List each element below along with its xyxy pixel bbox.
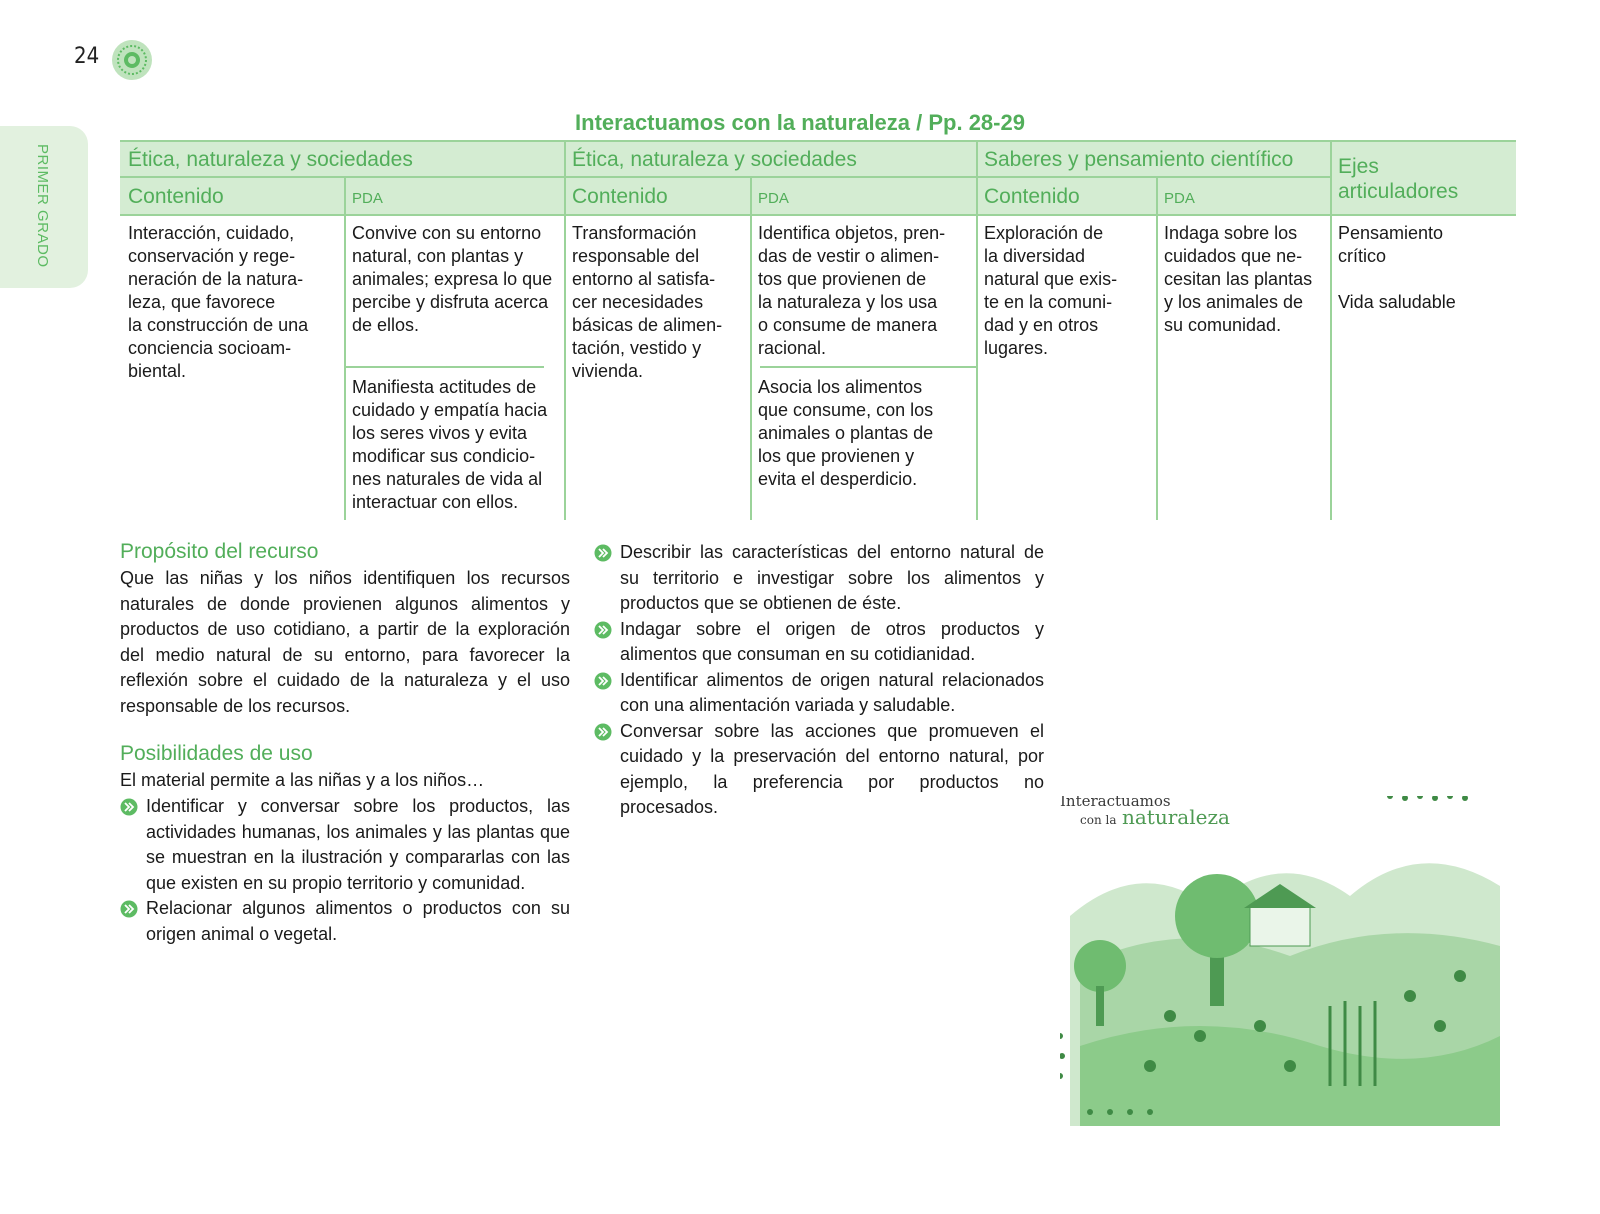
list-item-text: Relacionar algunos alimentos o productos con su origen animal o vegetal. — [146, 898, 570, 944]
double-chevron-icon — [120, 900, 138, 918]
contenido-header-1: Contenido — [128, 185, 224, 208]
list-item — [594, 668, 1044, 719]
list-item — [594, 540, 1044, 617]
sun-logo-icon — [110, 38, 154, 82]
pda-cell-2a: Identifica objetos, pren- das de vestir o alimen- tos que provienen de la naturaleza y los usa o consume de manera racional. — [758, 223, 946, 358]
group-header-3: Saberes y pensamiento científico — [984, 148, 1294, 171]
contenido-header-2: Contenido — [572, 185, 668, 208]
contenido-header-3: Contenido — [984, 185, 1080, 208]
list-item-text: Identificar alimentos de origen natural relacionados con una alimentación variada y saludable. — [620, 669, 1044, 715]
grade-label: PRIMER GRADO — [34, 144, 51, 268]
pda-header-3: PDA — [1164, 190, 1195, 207]
pda-cell-1b: Manifiesta actitudes de cuidado y empatía hacia los seres vivos y evita modificar sus condicio- nes naturales de vida al interactuar con ellos. — [352, 377, 548, 512]
nature-illustration — [1060, 796, 1520, 1142]
contenido-cell-1: Interacción, cuidado, conservación y rege- neración de la natura- leza, que favorece la construcción de una conciencia socioam- biental. — [128, 223, 309, 381]
double-chevron-icon — [594, 723, 612, 741]
list-item — [594, 617, 1044, 668]
pda-header-2: PDA — [758, 190, 789, 207]
double-chevron-icon — [594, 544, 612, 562]
contenido-cell-2: Transformación responsable del entorno al satisfa- cer necesidades básicas de alimen- tación, vestido y vivienda. — [572, 223, 723, 381]
table-title: Interactuamos con la naturaleza / Pp. 28-29 — [575, 110, 1025, 135]
illustration-title-con-la: con la — [1080, 813, 1117, 827]
proposito-title: Propósito del recurso — [120, 540, 319, 563]
double-chevron-icon — [594, 672, 612, 690]
page-number: 24 — [74, 44, 100, 69]
posibilidades-intro: El material permite a las niñas y a los niños… — [120, 770, 485, 790]
group-header-2: Ética, naturaleza y sociedades — [572, 148, 857, 171]
illustration-title-line2: naturaleza — [1122, 805, 1230, 829]
double-chevron-icon — [120, 798, 138, 816]
illustration-title-line1: Interactuamos — [1060, 796, 1171, 810]
illustration-thumbnail — [1060, 796, 1520, 1142]
grade-side-tab — [0, 126, 88, 288]
list-item-text: Conversar sobre las acciones que promueven el cuidado y la preservación del entorno natural, por ejemplo, la preferencia por productos no procesados. — [620, 720, 1044, 817]
objectives-list — [594, 540, 1044, 821]
list-item — [594, 719, 1044, 821]
curriculum-table — [120, 140, 1516, 520]
ejes-cell: Pensamiento crítico Vida saludable — [1338, 223, 1456, 312]
pda-cell-1a: Convive con su entorno natural, con plantas y animales; expresa lo que percibe y disfruta acerca de ellos. — [352, 223, 553, 335]
proposito-text: Que las niñas y los niños identifiquen los recursos naturales de donde provienen algunos alimentos y productos de uso cotidiano, a partir de la exploración del medio natural de su entorno, para favorecer la reflexión sobre el cuidado de la naturaleza y el uso responsable de los recursos. — [120, 568, 570, 716]
list-item-text: Indagar sobre el origen de otros productos y alimentos que consuman en su cotidianidad. — [620, 618, 1044, 664]
posibilidades-list — [120, 794, 570, 947]
list-item — [120, 794, 570, 896]
double-chevron-icon — [594, 621, 612, 639]
ejes-header: Ejes articuladores — [1338, 155, 1459, 203]
list-item-text: Describir las características del entorno natural de su territorio e investigar sobre los alimentos y productos que se obtienen de éste. — [620, 542, 1044, 613]
group-header-1: Ética, naturaleza y sociedades — [128, 148, 413, 171]
list-item-text: Identificar y conversar sobre los productos, las actividades humanas, los animales y las plantas que se muestran en la ilustración y compararlas con las que existen en su propio territorio y comunidad. — [146, 796, 570, 893]
list-item — [120, 896, 570, 947]
contenido-cell-3: Exploración de la diversidad natural que exis- te en la comuni- dad y en otros lugares. — [984, 223, 1118, 358]
pda-header-1: PDA — [352, 190, 383, 207]
pda-cell-2b: Asocia los alimentos que consume, con los animales o plantas de los que provienen y evita el desperdicio. — [758, 377, 934, 489]
pda-cell-3: Indaga sobre los cuidados que ne- cesitan las plantas y los animales de su comunidad. — [1164, 223, 1313, 335]
posibilidades-title: Posibilidades de uso — [120, 742, 313, 765]
